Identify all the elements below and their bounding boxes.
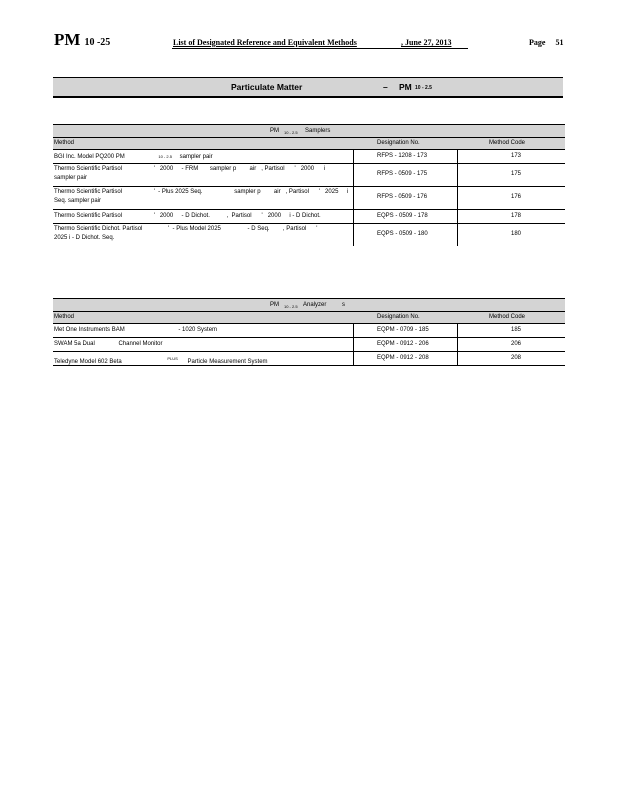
method-suffix: sampler pair bbox=[179, 154, 213, 160]
row-designation: EQPS - 0509 - 178 bbox=[377, 213, 428, 219]
samplers-section-label: Samplers bbox=[305, 128, 331, 134]
row-method bbox=[54, 225, 317, 243]
section-banner bbox=[53, 77, 563, 98]
analyzers-section-suffix: s bbox=[342, 302, 345, 308]
banner-dash: – bbox=[383, 82, 388, 92]
row-designation: EQPM - 0912 - 206 bbox=[377, 341, 429, 347]
row-method-code: 178 bbox=[511, 213, 522, 219]
table-row bbox=[53, 210, 565, 224]
analyzers-section-label: Analyzer bbox=[303, 302, 327, 308]
row-designation: EQPM - 0709 - 185 bbox=[377, 327, 429, 333]
method-detail: 10 - 2.5 bbox=[158, 154, 172, 159]
method-name: SWAM 5a Dual bbox=[54, 341, 95, 347]
method-detail: Particle Measurement System bbox=[187, 359, 268, 365]
column-divider bbox=[457, 210, 458, 223]
method-suffix: 2025 i - D Dichot. Seq. bbox=[54, 235, 115, 241]
banner-subscript: 10 - 2.5 bbox=[415, 85, 432, 91]
method-name: BGI Inc. Model PQ200 PM bbox=[54, 154, 125, 160]
table-row bbox=[53, 338, 565, 352]
row-method bbox=[54, 340, 163, 349]
page-header-pm bbox=[54, 30, 110, 50]
column-divider bbox=[353, 352, 354, 365]
method-name: Thermo Scientific Partisol bbox=[54, 189, 123, 195]
row-designation: RFPS - 0509 - 176 bbox=[377, 194, 428, 200]
method-detail: ' - Plus 2025 Seq. sampler p air , Partisol ' 2025 i bbox=[153, 189, 349, 195]
samplers-col-designation: Designation No. bbox=[377, 140, 420, 146]
table-row bbox=[53, 224, 565, 246]
row-method bbox=[54, 354, 268, 367]
header-pm-subscript: 10 -25 bbox=[84, 37, 111, 48]
header-rule bbox=[172, 48, 468, 49]
header-title: List of Designated Reference and Equivalent Methods bbox=[173, 38, 357, 47]
row-designation: RFPS - 1208 - 173 bbox=[377, 153, 428, 159]
table-row bbox=[53, 324, 565, 338]
method-name: Thermo Scientific Partisol bbox=[54, 166, 123, 172]
table-row bbox=[53, 187, 565, 210]
analyzers-col-designation: Designation No. bbox=[377, 314, 420, 320]
column-divider bbox=[457, 324, 458, 337]
method-detail: - 1020 System bbox=[178, 327, 218, 333]
samplers-section-pm: PM bbox=[270, 128, 279, 134]
column-divider bbox=[457, 164, 458, 186]
header-page-number: 51 bbox=[555, 38, 564, 47]
header-pm-label: PM bbox=[54, 30, 81, 49]
samplers-col-code: Method Code bbox=[489, 140, 526, 146]
analyzers-table bbox=[53, 298, 565, 366]
analyzers-section-pm: PM bbox=[270, 302, 279, 308]
method-suffix: Seq. sampler pair bbox=[54, 198, 102, 204]
row-method-code: 173 bbox=[511, 153, 522, 159]
method-name: Thermo Scientific Partisol bbox=[54, 213, 123, 219]
header-date: , June 27, 2013 bbox=[401, 38, 452, 47]
method-detail: ' 2000 - FRM sampler p air , Partisol ' 2000 i bbox=[153, 166, 326, 172]
column-divider bbox=[353, 150, 354, 163]
column-divider bbox=[457, 150, 458, 163]
method-name: Met One Instruments BAM bbox=[54, 327, 125, 333]
column-divider bbox=[457, 224, 458, 246]
table-row bbox=[53, 150, 565, 164]
row-method-code: 185 bbox=[511, 327, 522, 333]
samplers-table bbox=[53, 124, 565, 246]
table-row bbox=[53, 352, 565, 366]
column-divider bbox=[457, 352, 458, 365]
row-designation: EQPM - 0912 - 208 bbox=[377, 355, 429, 361]
table-row bbox=[53, 164, 565, 187]
analyzers-section-subscript: 10 - 2.5 bbox=[284, 304, 298, 309]
method-superscript: PLUS bbox=[167, 356, 178, 361]
row-method bbox=[54, 188, 348, 206]
column-divider bbox=[353, 164, 354, 186]
row-designation: EQPS - 0509 - 180 bbox=[377, 231, 428, 237]
row-method-code: 208 bbox=[511, 355, 522, 361]
method-detail: Channel Monitor bbox=[118, 341, 163, 347]
samplers-section-header bbox=[53, 124, 565, 137]
column-divider bbox=[353, 224, 354, 246]
column-divider bbox=[457, 338, 458, 351]
row-method-code: 206 bbox=[511, 341, 522, 347]
column-divider bbox=[353, 324, 354, 337]
row-method bbox=[54, 212, 321, 221]
row-method bbox=[54, 152, 213, 162]
row-method-code: 175 bbox=[511, 171, 522, 177]
banner-pm: PM bbox=[399, 82, 412, 92]
method-name: Teledyne Model 602 Beta bbox=[54, 359, 122, 365]
column-divider bbox=[353, 210, 354, 223]
column-divider bbox=[353, 338, 354, 351]
analyzers-column-header bbox=[53, 311, 565, 324]
row-method-code: 180 bbox=[511, 231, 522, 237]
banner-title: Particulate Matter bbox=[231, 82, 303, 92]
analyzers-col-method: Method bbox=[54, 314, 75, 320]
method-detail: ' 2000 - D Dichot. , Partisol ' 2000 i - D Dichot. bbox=[153, 213, 321, 219]
method-name: Thermo Scientific Dichot. Partisol bbox=[54, 226, 143, 232]
row-method bbox=[54, 165, 325, 183]
header-page-label: Page bbox=[529, 38, 546, 47]
column-divider bbox=[353, 187, 354, 209]
method-suffix: sampler pair bbox=[54, 175, 88, 181]
method-detail: ' - Plus Model 2025 - D Seq. , Partisol ' bbox=[168, 226, 318, 232]
header-page bbox=[529, 38, 563, 47]
row-designation: RFPS - 0509 - 175 bbox=[377, 171, 428, 177]
samplers-col-method: Method bbox=[54, 140, 75, 146]
samplers-section-subscript: 10 - 2.5 bbox=[284, 130, 298, 135]
analyzers-col-code: Method Code bbox=[489, 314, 526, 320]
samplers-column-header bbox=[53, 137, 565, 150]
analyzers-section-header bbox=[53, 298, 565, 311]
row-method-code: 176 bbox=[511, 194, 522, 200]
column-divider bbox=[457, 187, 458, 209]
row-method bbox=[54, 326, 217, 335]
